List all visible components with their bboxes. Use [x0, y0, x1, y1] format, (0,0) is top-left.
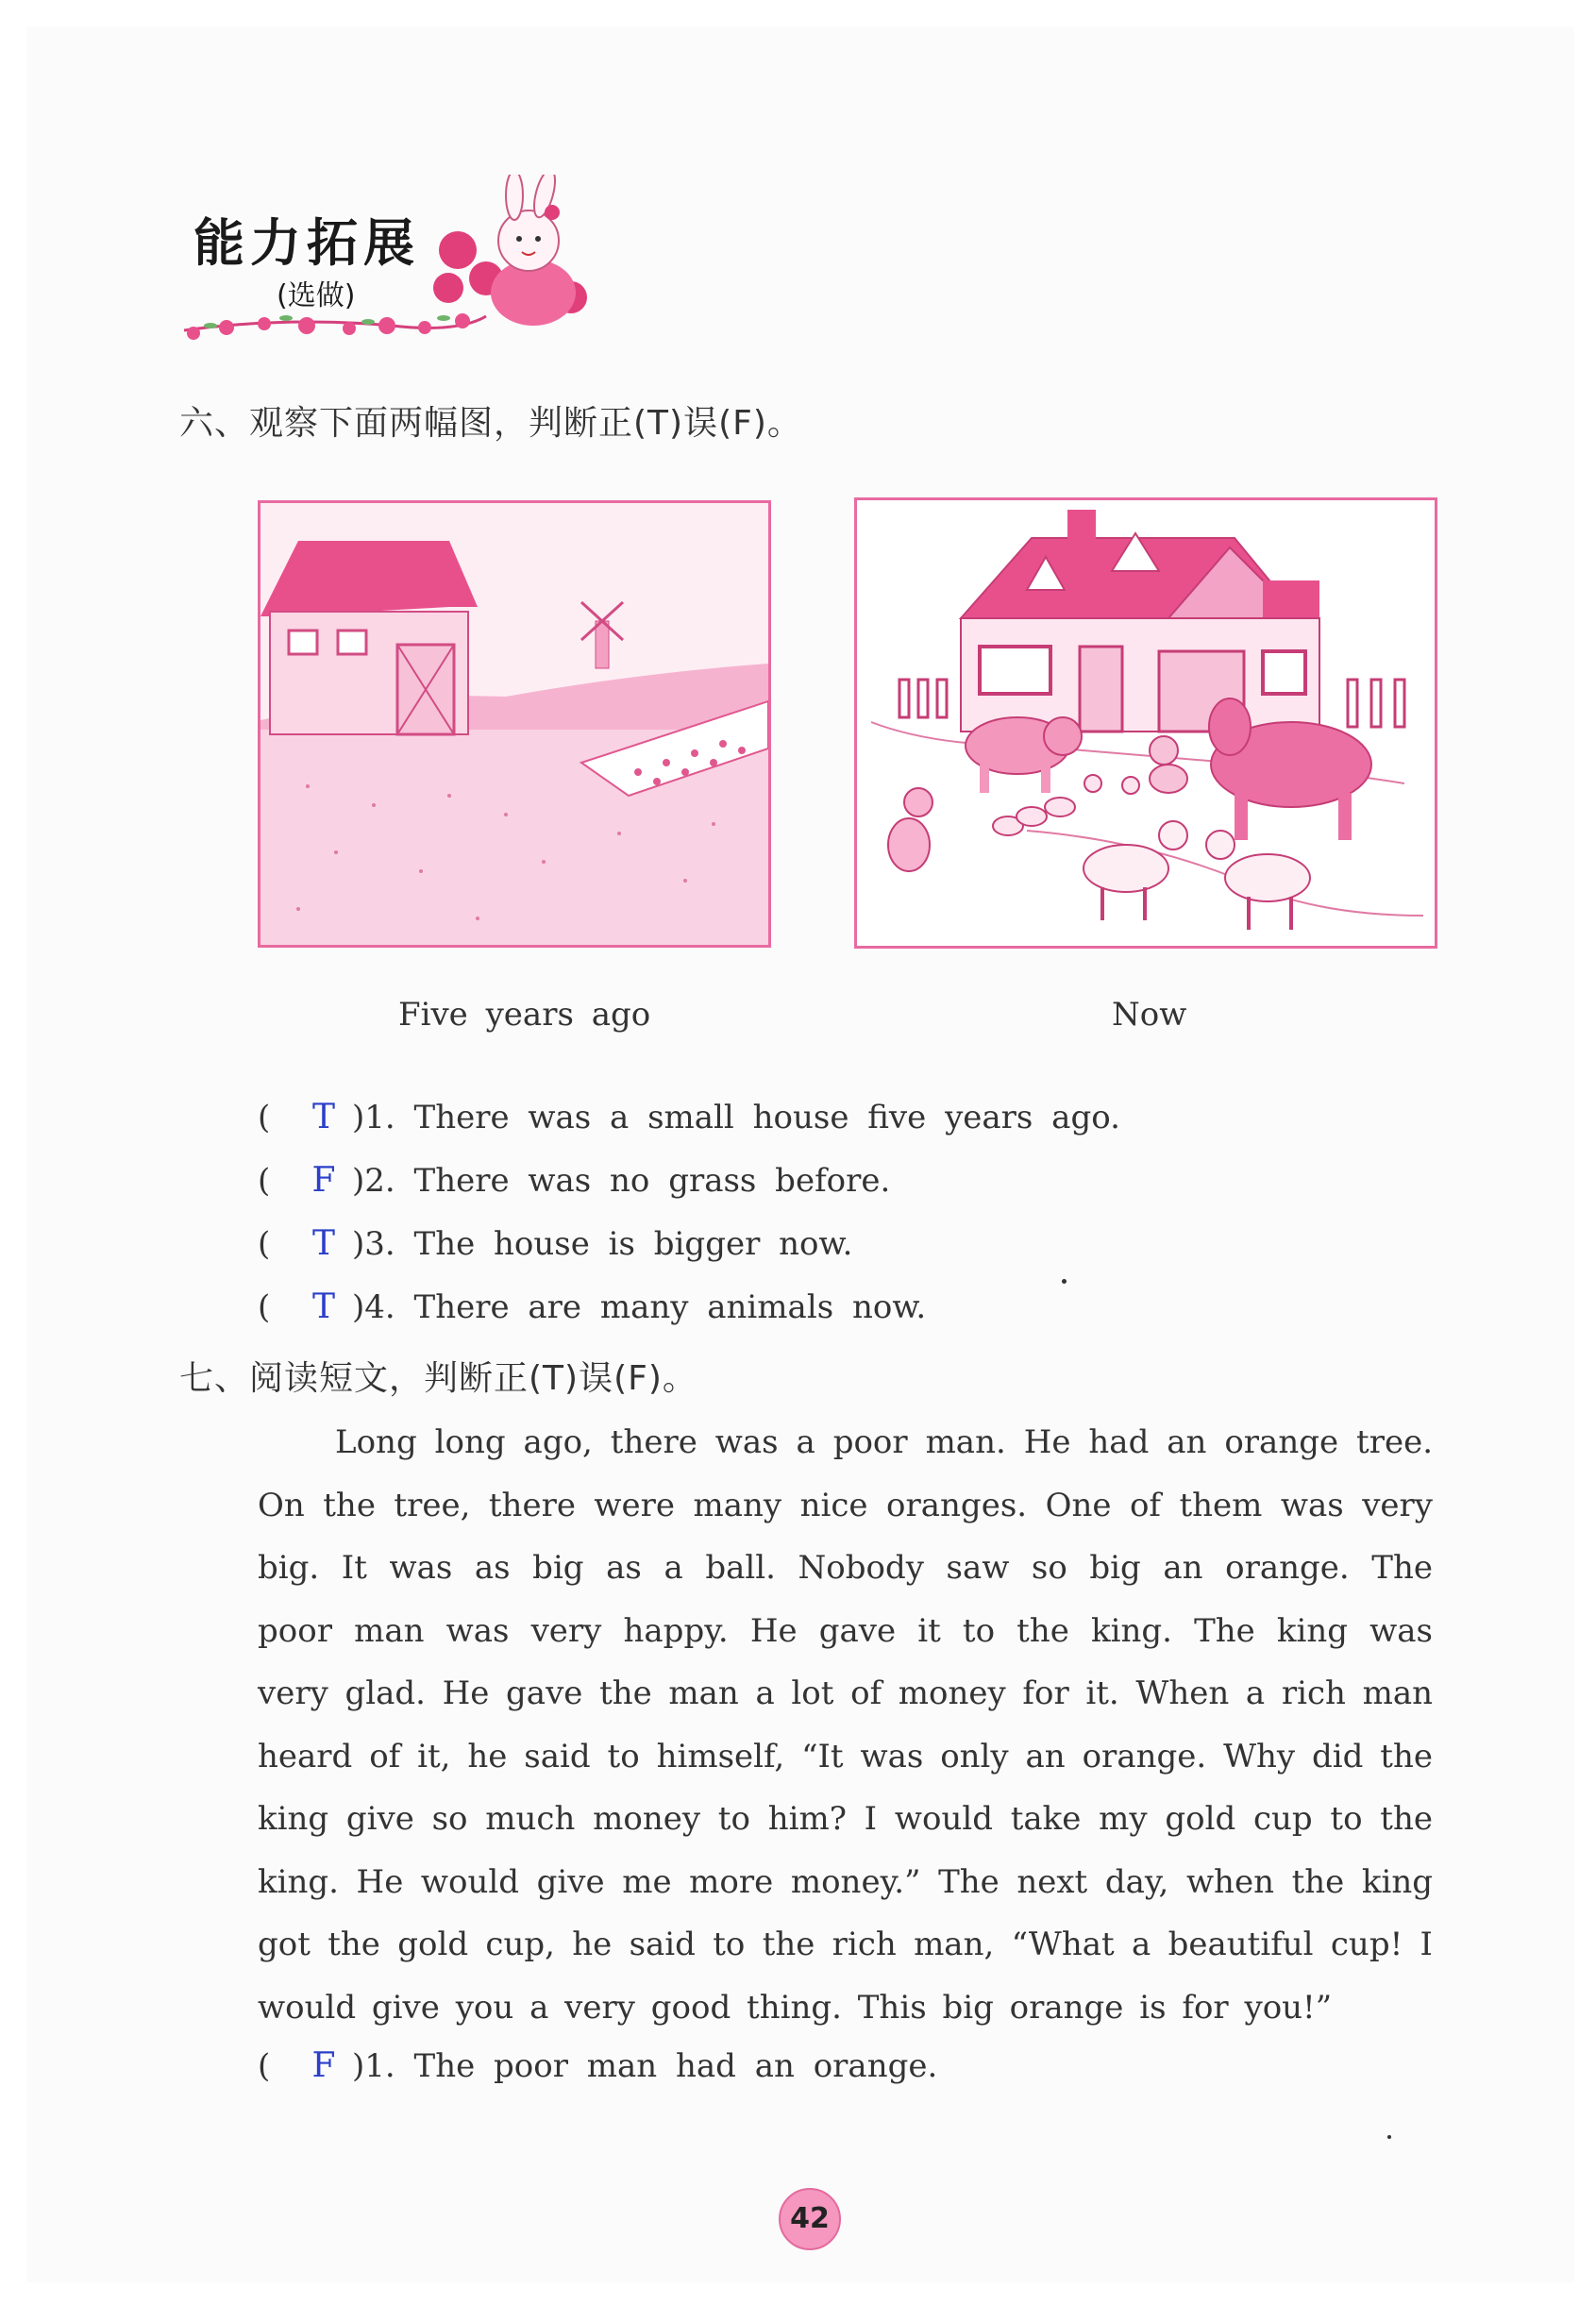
caption-five-years-ago: Five years ago	[398, 996, 651, 1034]
picture-now	[854, 497, 1437, 949]
question-paren: (	[258, 1162, 271, 1200]
section-6-heading: 六、观察下面两幅图，判断正(T)误(F)。	[179, 404, 802, 443]
stray-dot	[1387, 2135, 1391, 2139]
question-6-3	[258, 1224, 852, 1263]
question-paren: (	[258, 1225, 271, 1263]
section-banner	[175, 175, 628, 363]
question-paren: (	[258, 2047, 271, 2085]
banner-subtitle: (选做)	[277, 279, 356, 312]
banner-title: 能力拓展	[193, 213, 420, 273]
question-text: )4. There are many animals now.	[352, 1288, 927, 1326]
stray-dot	[1062, 1279, 1067, 1284]
question-6-1	[258, 1098, 1120, 1136]
answer-mark: T	[311, 1224, 335, 1263]
section-7-heading: 七、阅读短文，判断正(T)误(F)。	[179, 1359, 697, 1398]
question-text: )3. The house is bigger now.	[352, 1225, 853, 1263]
question-text: )1. There was a small house five years ago.	[352, 1099, 1120, 1136]
question-6-4	[258, 1287, 926, 1326]
question-text: )2. There was no grass before.	[352, 1162, 891, 1200]
question-7-1	[258, 2046, 937, 2085]
page-number: 42	[779, 2188, 841, 2250]
answer-mark: T	[311, 1287, 335, 1326]
farm-now-illustration	[857, 500, 1435, 946]
question-6-2	[258, 1161, 890, 1200]
question-paren: (	[258, 1099, 271, 1136]
farm-past-illustration	[260, 503, 768, 945]
passage-text: Long long ago, there was a poor man. He had an orange tree. On the tree, there were many nice oranges. One of them was very big. It was as big as a ball. Nobody saw so big an orange. The poor man was very happy. He gave it to the king. The king was very glad. He gave the man a lot of money for it. When a rich man heard of it, he said to himself, “It was only an orange. Why did the king give so much money to him? I would take my gold cup to the king. He would give me more money.” The next day, when the king got the gold cup, he said to the rich man, “What a beautiful cup! I would give you a very good thing. This big orange is for you!”	[258, 1423, 1433, 2027]
question-text: )1. The poor man had an orange.	[352, 2047, 938, 2085]
reading-passage	[258, 1411, 1433, 2039]
answer-mark: F	[311, 1161, 336, 1200]
question-paren: (	[258, 1288, 271, 1326]
picture-five-years-ago	[258, 500, 771, 948]
answer-mark: T	[311, 1098, 335, 1136]
caption-now: Now	[1112, 996, 1187, 1034]
answer-mark: F	[311, 2046, 336, 2085]
